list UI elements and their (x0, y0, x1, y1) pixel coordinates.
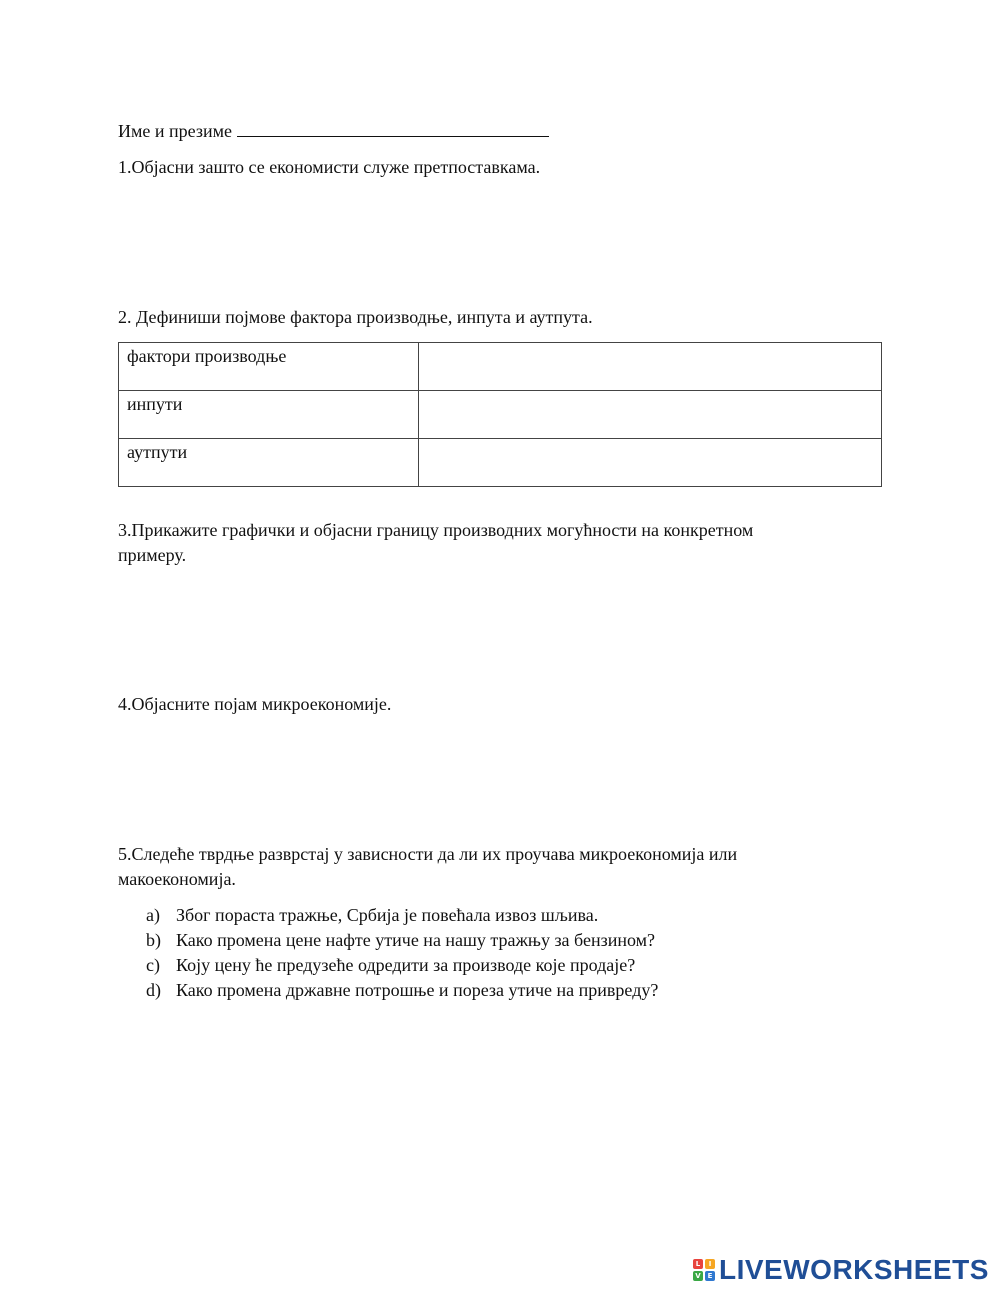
name-label: Име и презиме (118, 121, 232, 141)
name-field-row (118, 118, 549, 144)
liveworksheets-logo[interactable] (693, 1256, 989, 1284)
list-item (146, 903, 658, 928)
question-4: 4.Објасните појам микроекономије. (118, 694, 392, 714)
table-label-cell: аутпути (119, 439, 419, 487)
list-marker: c) (146, 955, 160, 975)
list-item (146, 978, 658, 1003)
table-row (119, 439, 882, 487)
question-3 (118, 518, 753, 568)
question-5-line-1: 5.Следеће тврдње разврстај у зависности да ли их проучава микроекономија или (118, 844, 738, 864)
table-answer-cell[interactable] (419, 391, 882, 439)
list-marker: b) (146, 930, 161, 950)
logo-text: LIVEWORKSHEETS (719, 1254, 989, 1285)
name-blank-line[interactable] (237, 118, 549, 137)
question-5 (118, 842, 737, 892)
statement-text: Како промена државне потрошње и пореза утиче на привреду? (176, 980, 659, 1000)
logo-mark-letter: E (705, 1271, 715, 1281)
list-item (146, 953, 658, 978)
table-row (119, 343, 882, 391)
question-3-line-2: примеру. (118, 545, 187, 565)
statement-text: Како промена цене нафте утиче на нашу тражњу за бензином? (176, 930, 655, 950)
list-marker: a) (146, 905, 160, 925)
table-answer-cell[interactable] (419, 439, 882, 487)
table-row (119, 391, 882, 439)
logo-mark-icon (693, 1259, 715, 1281)
question-1: 1.Објасни зашто се економисти служе претпоставкама. (118, 157, 541, 177)
table-label-cell: инпути (119, 391, 419, 439)
list-marker: d) (146, 980, 161, 1000)
table-label-cell: фактори производње (119, 343, 419, 391)
logo-mark-letter: L (693, 1259, 703, 1269)
table-answer-cell[interactable] (419, 343, 882, 391)
statement-text: Због пораста тражње, Србија је повећала извоз шљива. (176, 905, 599, 925)
logo-mark-letter: V (693, 1271, 703, 1281)
question-5-line-2: макоекономија. (118, 869, 236, 889)
list-item (146, 928, 658, 953)
question-2: 2. Дефиниши појмове фактора производње, инпута и аутпута. (118, 307, 593, 327)
definitions-table (118, 342, 882, 487)
statements-list (146, 903, 658, 1003)
question-3-line-1: 3.Прикажите графички и објасни границу производних могућности на конкретном (118, 520, 754, 540)
statement-text: Коју цену ће предузеће одредити за производе које продаје? (176, 955, 636, 975)
logo-mark-letter: I (705, 1259, 715, 1269)
